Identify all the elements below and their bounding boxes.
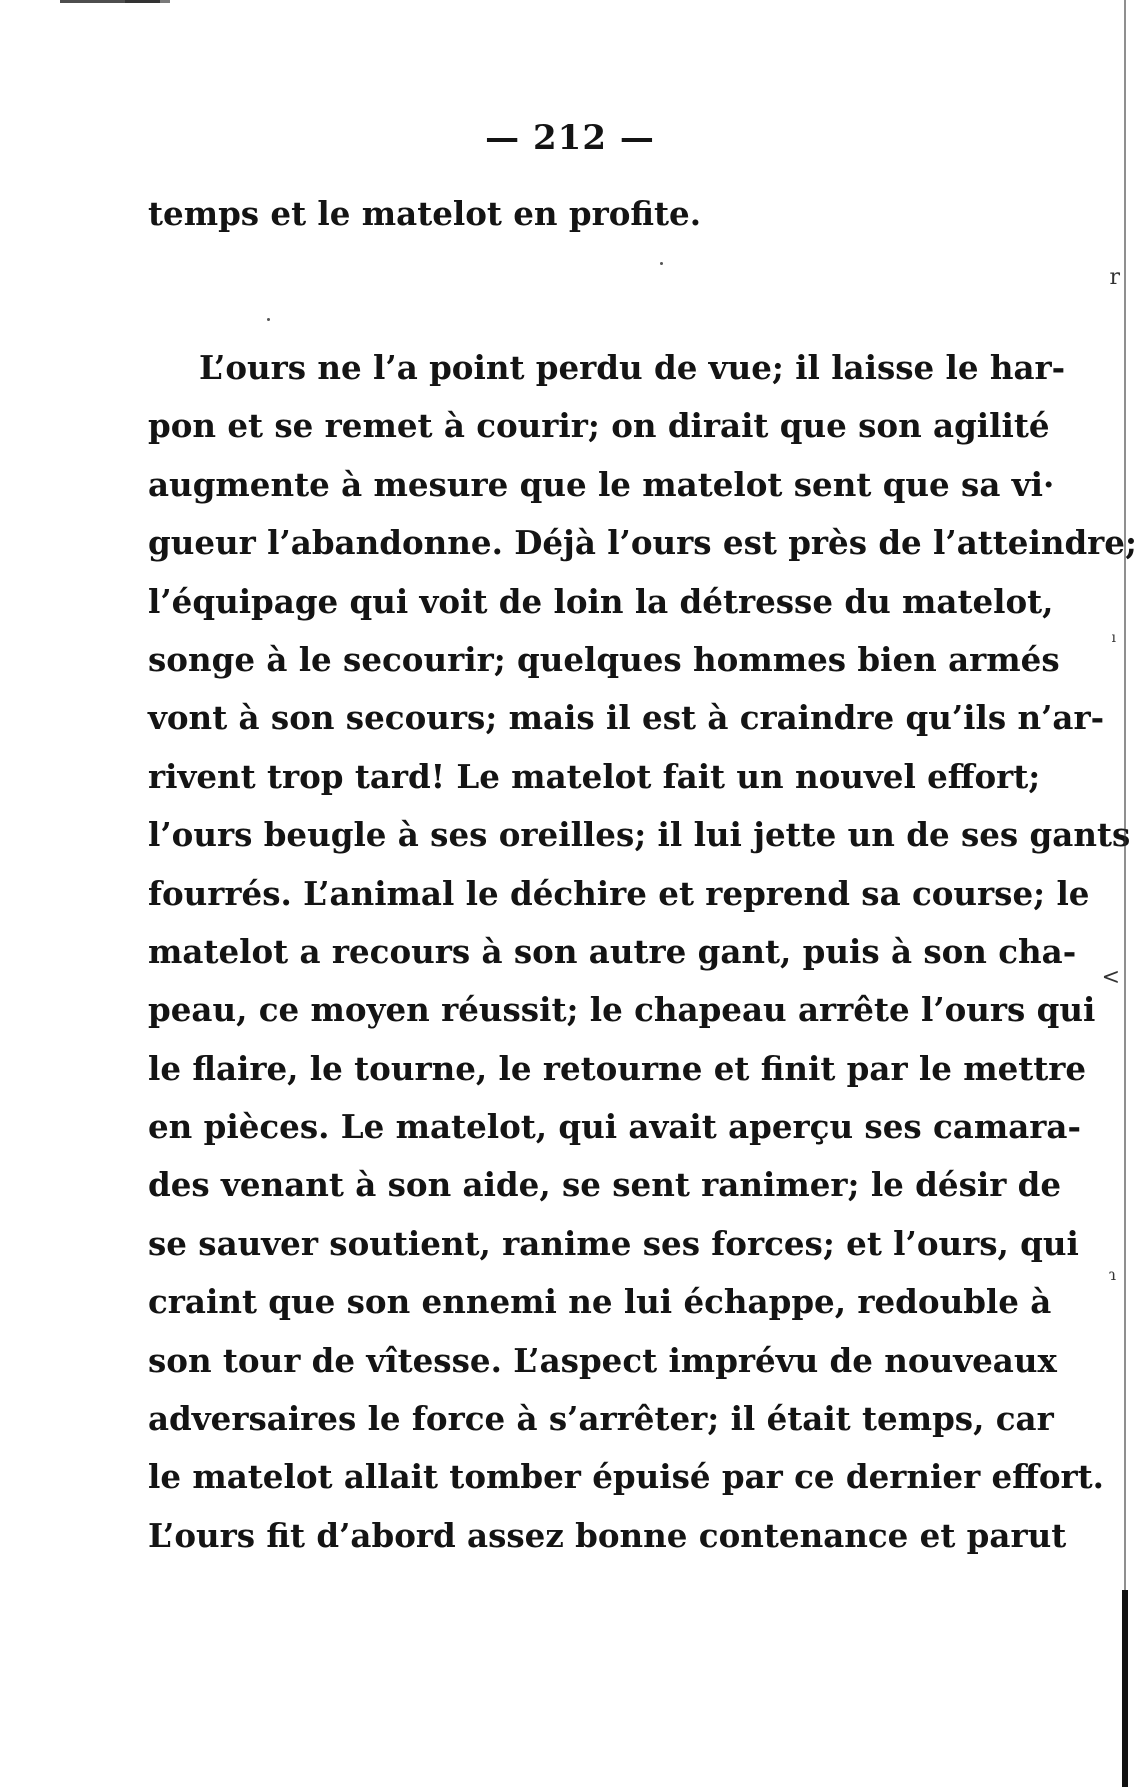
continued-text [148,185,1010,243]
margin-mark: < [1101,965,1120,990]
text-line: craint que son ennemi ne lui échappe, redouble à [148,1282,1052,1322]
text-line: temps et le matelot en profite. [148,194,702,233]
text-line: rivent trop tard! Le matelot fait un nouvel effort; [148,756,1041,796]
text-line: L’ours ne l’a point perdu de vue; il laisse le har- [199,348,1066,387]
text-line: le flaire, le tourne, le retourne et finit par le mettre [148,1048,1087,1088]
text-line: matelot a recours à son autre gant, puis à son cha- [148,931,1077,971]
scan-speck [660,262,663,265]
margin-mark: r [1109,265,1120,290]
margin-mark: ɿ [1108,1265,1116,1284]
text-line: le matelot allait tomber épuisé par ce dernier effort. [148,1457,1104,1497]
text-line: des venant à son aide, se sent ranimer; le désir de [148,1165,1062,1205]
text-line: vont à son secours; mais il est à craindre qu’ils n’ar- [148,698,1105,738]
scan-speck [267,318,270,321]
text-line: augmente à mesure que le matelot sent que sa vi· [148,464,1055,504]
text-line: fourrés. L’animal le déchire et reprend sa course; le [148,873,1090,913]
text-line: se sauver soutient, ranime ses forces; et l’ours, qui [148,1223,1079,1263]
page-edge-shadow [1122,1590,1128,1787]
text-line: adversaires le force à s’arrêter; il était temps, car [148,1399,1054,1439]
text-line: l’ours beugle à ses oreilles; il lui jette un de ses gants [148,815,1131,855]
page-edge-line [1120,0,1126,1787]
page-number: — 212 — [485,118,655,158]
text-line: L’ours fit d’abord assez bonne contenance et parut [148,1515,1067,1555]
text-line: pon et se remet à courir; on dirait que son agilité [148,406,1050,446]
text-line: peau, ce moyen réussit; le chapeau arrête l’ours qui [148,990,1096,1030]
scan-artifact-top-2 [125,0,170,3]
paragraph [148,339,1137,1565]
text-line: son tour de vîtesse. L’aspect imprévu de nouveaux [148,1340,1057,1380]
text-line: gueur l’abandonne. Déjà l’ours est près de l’atteindre; [148,523,1137,563]
text-line: en pièces. Le matelot, qui avait aperçu ses camara- [148,1107,1081,1147]
margin-mark: ı [1111,630,1116,646]
text-line: songe à le secourir; quelques hommes bien armés [148,639,1060,679]
text-line: l’équipage qui voit de loin la détresse du matelot, [148,581,1054,621]
